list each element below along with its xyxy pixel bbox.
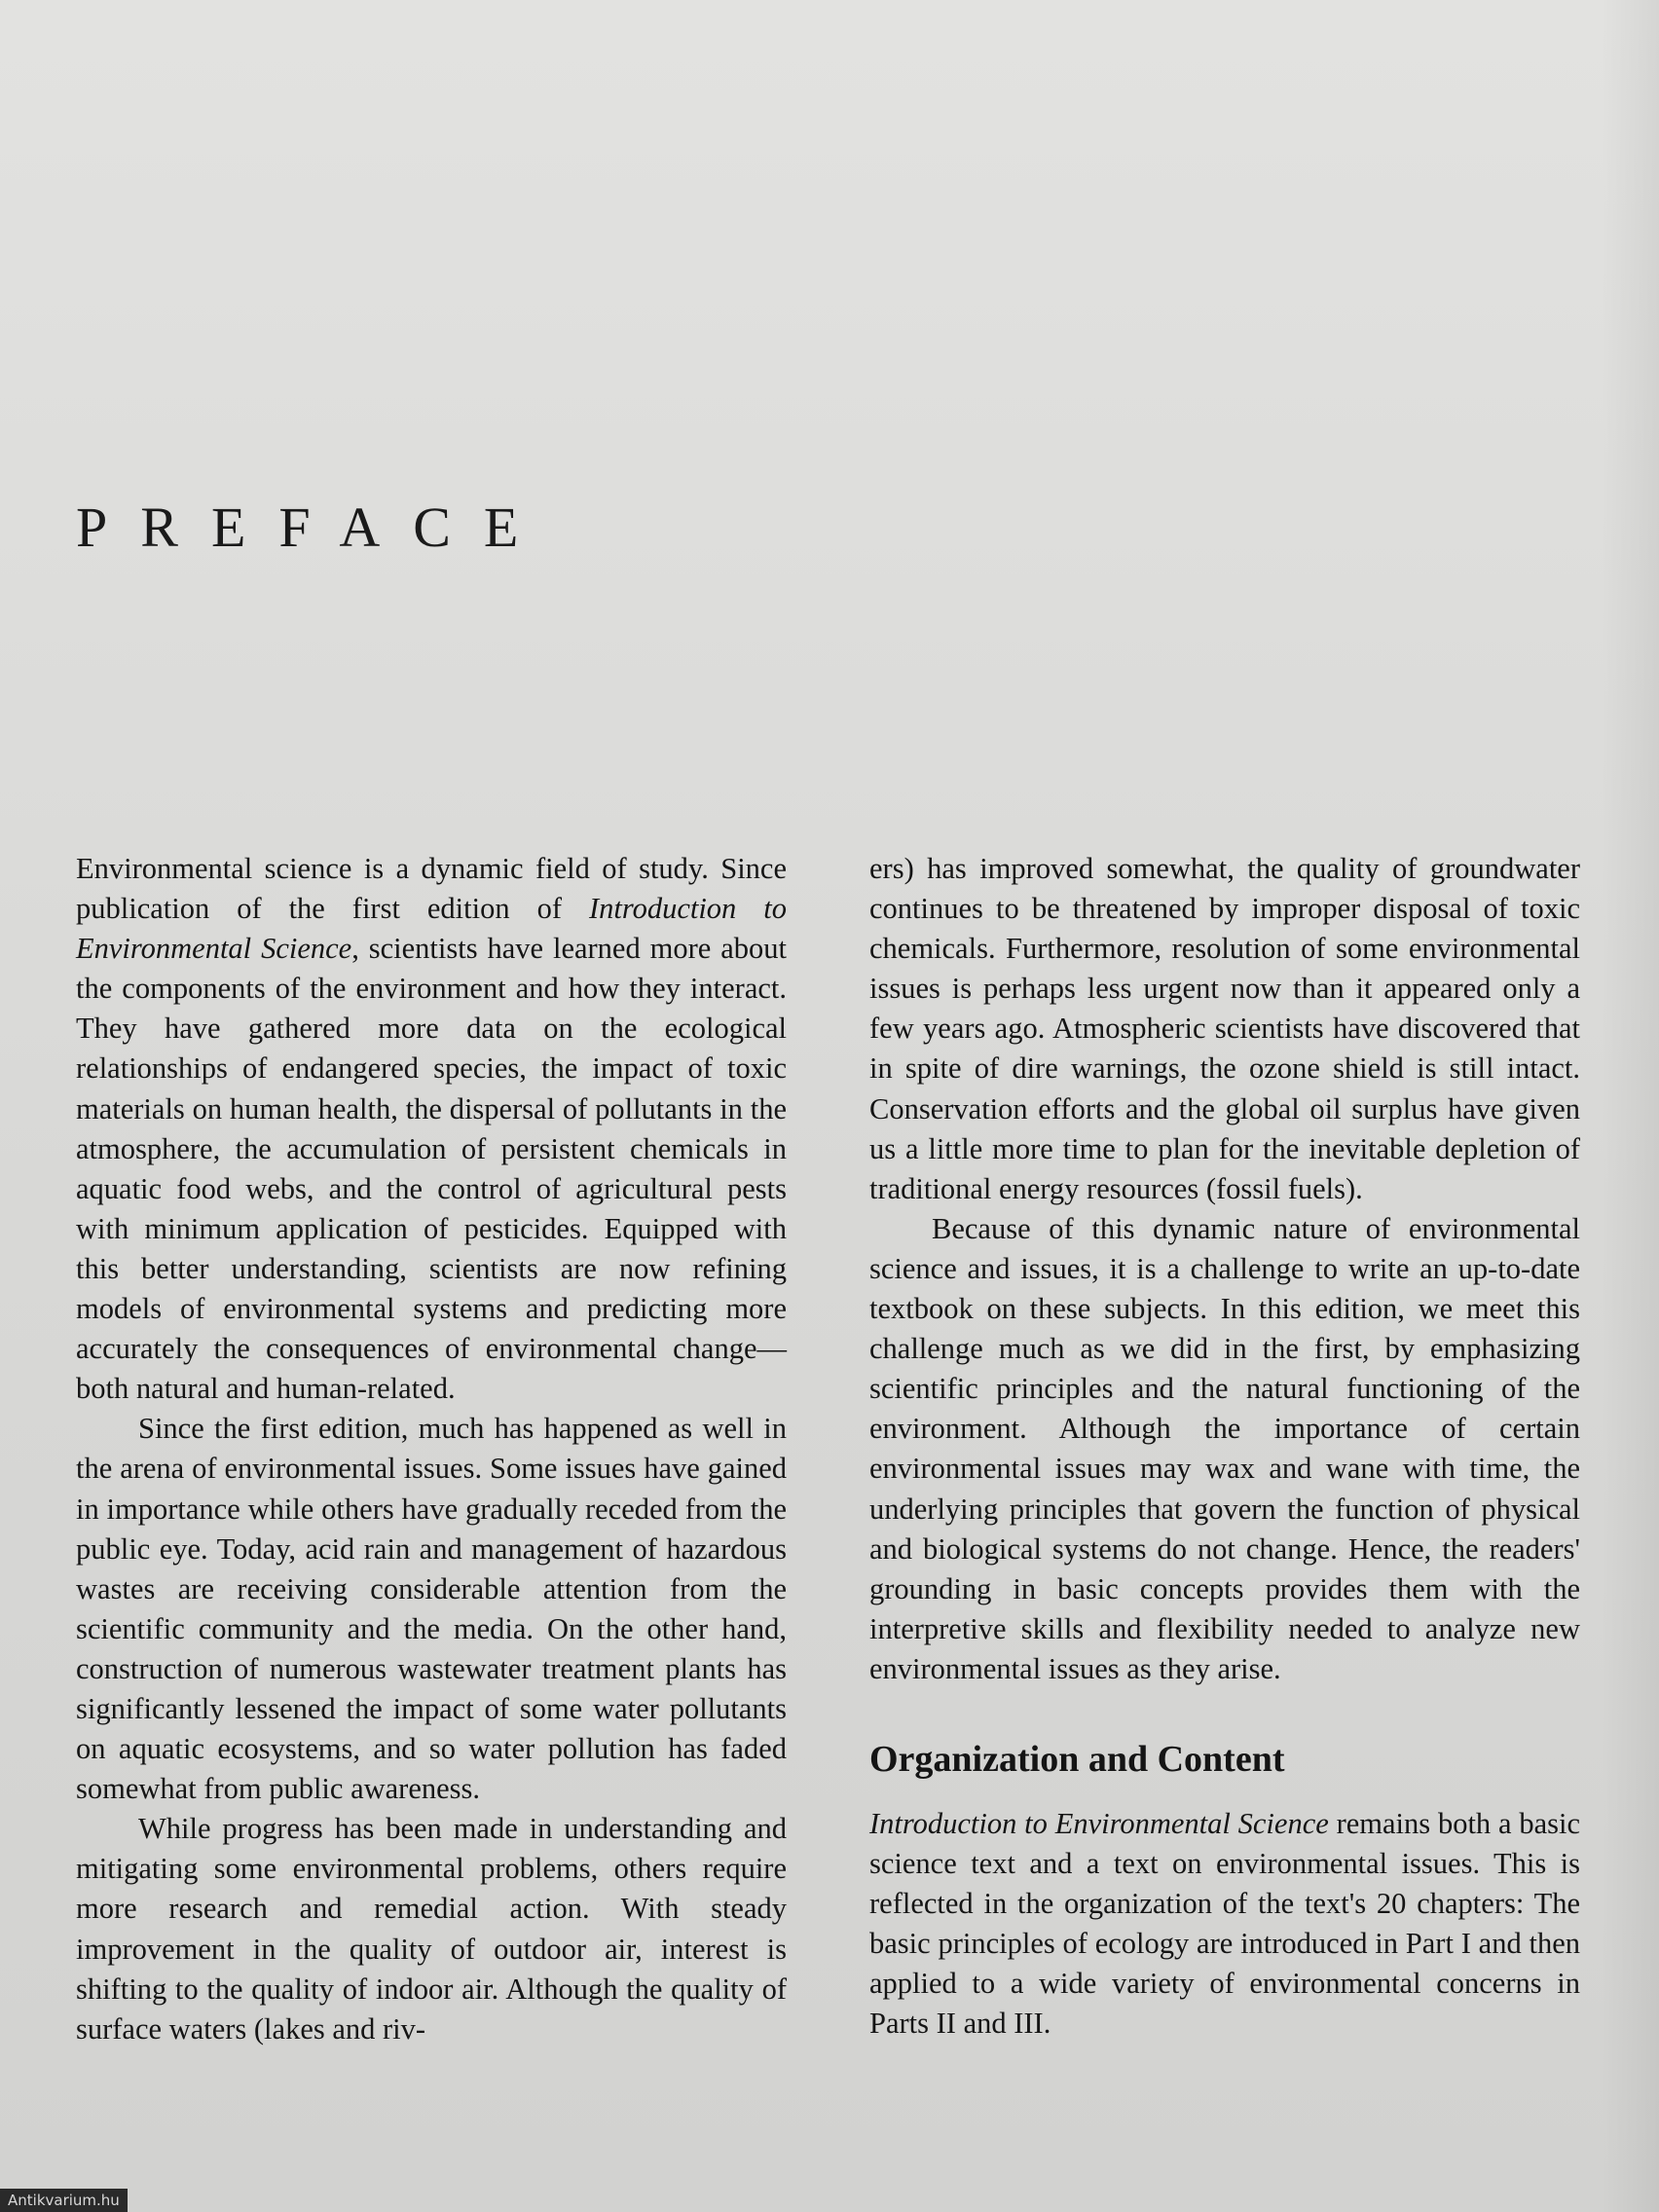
paragraph-3: While progress has been made in understanding and mitigating some environmental problems, others require more research and remedial action. With steady improvement in the quality of outdoor air, interest is shifting to the quality of indoor air. Although the quality of surface waters (lakes and riv-: [76, 1812, 787, 2046]
paragraph-1: Environmental science is a dynamic field of study. Since publication of the first edition of Introduction to Environmental Science, scientists have learned more about the components of the environment and how they interact. They have gathered more data on the ecological relationships of endangered species, the impact of toxic materials on human health, the dispersal of pollutants in the atmosphere, the accumulation of persistent chemicals in aquatic food webs, and the control of agricultural pests with minimum application of pesticides. Equipped with this better understanding, scientists are now refining models of environmental systems and predicting more accurately the consequences of environmental change—both natural and human-related.: [76, 852, 787, 1406]
show-through-left: [78, 107, 798, 147]
right-column: [869, 849, 1580, 2045]
left-column: [76, 849, 787, 2049]
paragraph-5: Because of this dynamic nature of environmental science and issues, it is a challenge to write an up-to-date textbook on these subjects. In this edition, we meet this challenge much as we did in the first, by emphasizing scientific principles and the natural functioning of the environment. Although the importance of certain environmental issues may wax and wane with time, the underlying principles that govern the function of physical and biological systems do not change. Hence, the readers' grounding in basic concepts provides them with the interpretive skills and flexibility needed to analyze new environmental issues as they arise.: [869, 1211, 1580, 1685]
watermark: Antikvarium.hu: [0, 2189, 128, 2212]
book-title-italic: Introduction to Environmental Science: [869, 1806, 1329, 1840]
book-title-italic: Introduction to Environmental Science: [76, 892, 787, 966]
section-paragraph: Introduction to Environmental Science remains both a basic science text and a text on environmental issues. This is reflected in the organization of the text's 20 chapters: The basic principles of ecology are introduced in Part I and then applied to a wide variety of environmental concerns in Parts II and III.: [869, 1806, 1581, 2041]
page-edge-shadow: [1601, 0, 1659, 2212]
page-title: PREFACE: [76, 496, 552, 559]
paragraph-2: Since the first edition, much has happened as well in the arena of environmental issues. Some issues have gained in importance while others have gradually receded from the public eye. Today, acid rain and management of hazardous wastes are receiving considerable attention from the scientific community and the media. On the other hand, construction of numerous wastewater treatment plants has significantly lessened the impact of some water pollutants on aquatic ecosystems, and so water pollution has faded somewhat from public awareness.: [76, 1412, 787, 1806]
paragraph-4: ers) has improved somewhat, the quality of groundwater continues to be threatened by improper disposal of toxic chemicals. Furthermore, resolution of some environmental issues is perhaps less urgent now than it appeared only a few years ago. Atmospheric scientists have discovered that in spite of dire warnings, the ozone shield is still intact. Conservation efforts and the global oil surplus have given us a little more time to plan for the inevitable depletion of traditional energy resources (fossil fuels).: [869, 852, 1580, 1205]
section-heading: Organization and Content: [869, 1738, 1285, 1780]
